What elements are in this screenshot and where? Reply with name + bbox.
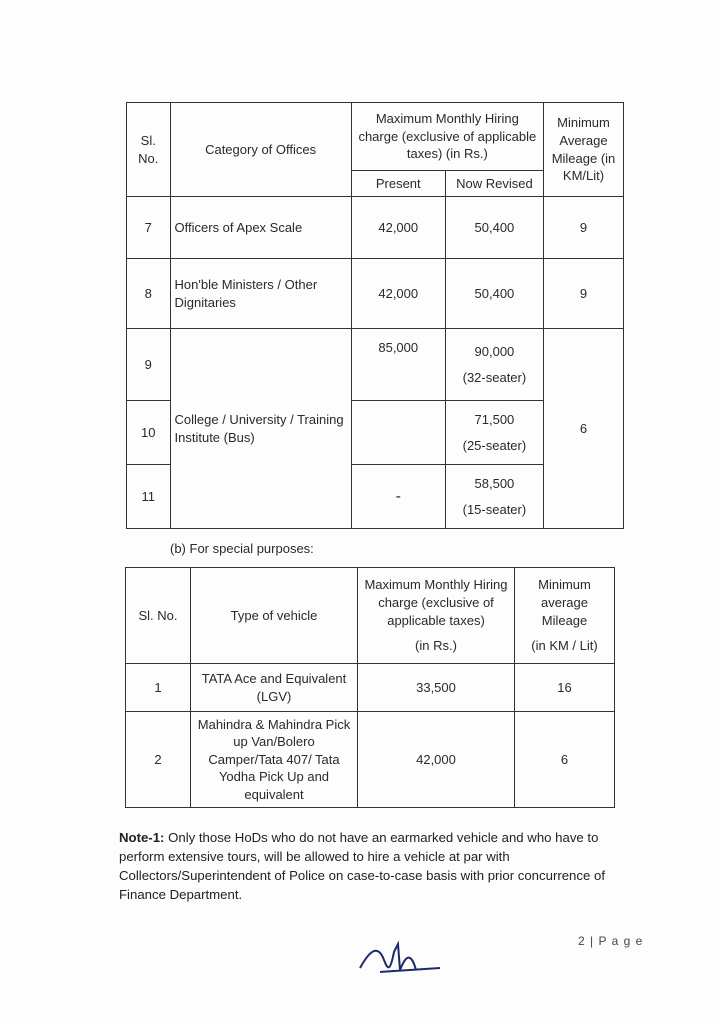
hiring-charges-table (126, 102, 624, 529)
row-seater: (32-seater) (462, 369, 527, 385)
table-row (127, 329, 624, 401)
header-min-mileage-unit: (in KM / Lit) (531, 638, 598, 654)
header-max-charge-cell (358, 568, 515, 664)
row-revised: 50,400 (445, 197, 543, 259)
row-seater: (25-seater) (462, 437, 527, 453)
row-sl: 10 (127, 401, 171, 465)
row-mileage: 16 (515, 664, 615, 712)
note-paragraph (119, 828, 639, 904)
note-label: Note-1: (119, 830, 165, 845)
page-number: 2 | P a g e (578, 934, 644, 948)
section-caption: (b) For special purposes: (170, 541, 314, 556)
bus-mileage: 6 (543, 329, 623, 529)
note-text: Only those HoDs who do not have an earmarked vehicle and who have to perform extensive tours, will be allowed to hire a vehicle at par with Collectors/Superintendent of Police on case-to-case basis with prior concurrence of Finance Department. (119, 830, 605, 902)
row-sl: 8 (127, 259, 171, 329)
header-present: Present (351, 171, 445, 197)
row-revised-cell (445, 329, 543, 401)
row-mileage: 6 (515, 712, 615, 808)
header-min-mileage-cell (515, 568, 615, 664)
header-max-charge: Maximum Monthly Hiring charge (exclusive of applicable taxes) (364, 577, 508, 628)
row-revised: 71,500 (474, 411, 515, 427)
special-purpose-table (125, 567, 615, 808)
row-sl: 9 (127, 329, 171, 401)
row-revised-cell (445, 401, 543, 465)
header-category: Category of Offices (170, 103, 351, 197)
row-revised: 50,400 (445, 259, 543, 329)
row-mileage: 9 (543, 197, 623, 259)
row-category: Officers of Apex Scale (170, 197, 351, 259)
row-type: TATA Ace and Equivalent (LGV) (191, 664, 358, 712)
row-revised: 58,500 (474, 475, 515, 491)
row-category: Hon'ble Ministers / Other Dignitaries (170, 259, 351, 329)
row-present: 85,000 (351, 329, 445, 401)
row-revised-cell (445, 465, 543, 529)
row-present: 42,000 (351, 259, 445, 329)
header-max-charge: Maximum Monthly Hiring charge (exclusive of applicable taxes) (in Rs.) (351, 103, 543, 171)
table-row (126, 712, 615, 808)
row-sl: 1 (126, 664, 191, 712)
table-row (126, 664, 615, 712)
row-type: Mahindra & Mahindra Pick up Van/Bolero Camper/Tata 407/ Tata Yodha Pick Up and equivalent (191, 712, 358, 808)
row-charge: 42,000 (358, 712, 515, 808)
header-min-mileage: Minimum average Mileage (538, 577, 591, 628)
row-sl: 11 (127, 465, 171, 529)
row-charge: 33,500 (358, 664, 515, 712)
header-sl-no: Sl. No. (126, 568, 191, 664)
table-row (127, 197, 624, 259)
row-present: - (351, 465, 445, 529)
header-min-mileage: Minimum Average Mileage (in KM/Lit) (543, 103, 623, 197)
row-present-empty (351, 401, 445, 465)
row-present: 42,000 (351, 197, 445, 259)
header-now-revised: Now Revised (445, 171, 543, 197)
table-row (127, 259, 624, 329)
header-type: Type of vehicle (191, 568, 358, 664)
header-sl-no: Sl. No. (127, 103, 171, 197)
header-max-charge-unit: (in Rs.) (415, 638, 457, 654)
row-sl: 7 (127, 197, 171, 259)
signature-mark (340, 930, 460, 980)
row-revised: 90,000 (474, 343, 515, 359)
row-mileage: 9 (543, 259, 623, 329)
bus-category: College / University / Training Institute (Bus) (170, 329, 351, 529)
row-seater: (15-seater) (462, 501, 527, 517)
row-sl: 2 (126, 712, 191, 808)
